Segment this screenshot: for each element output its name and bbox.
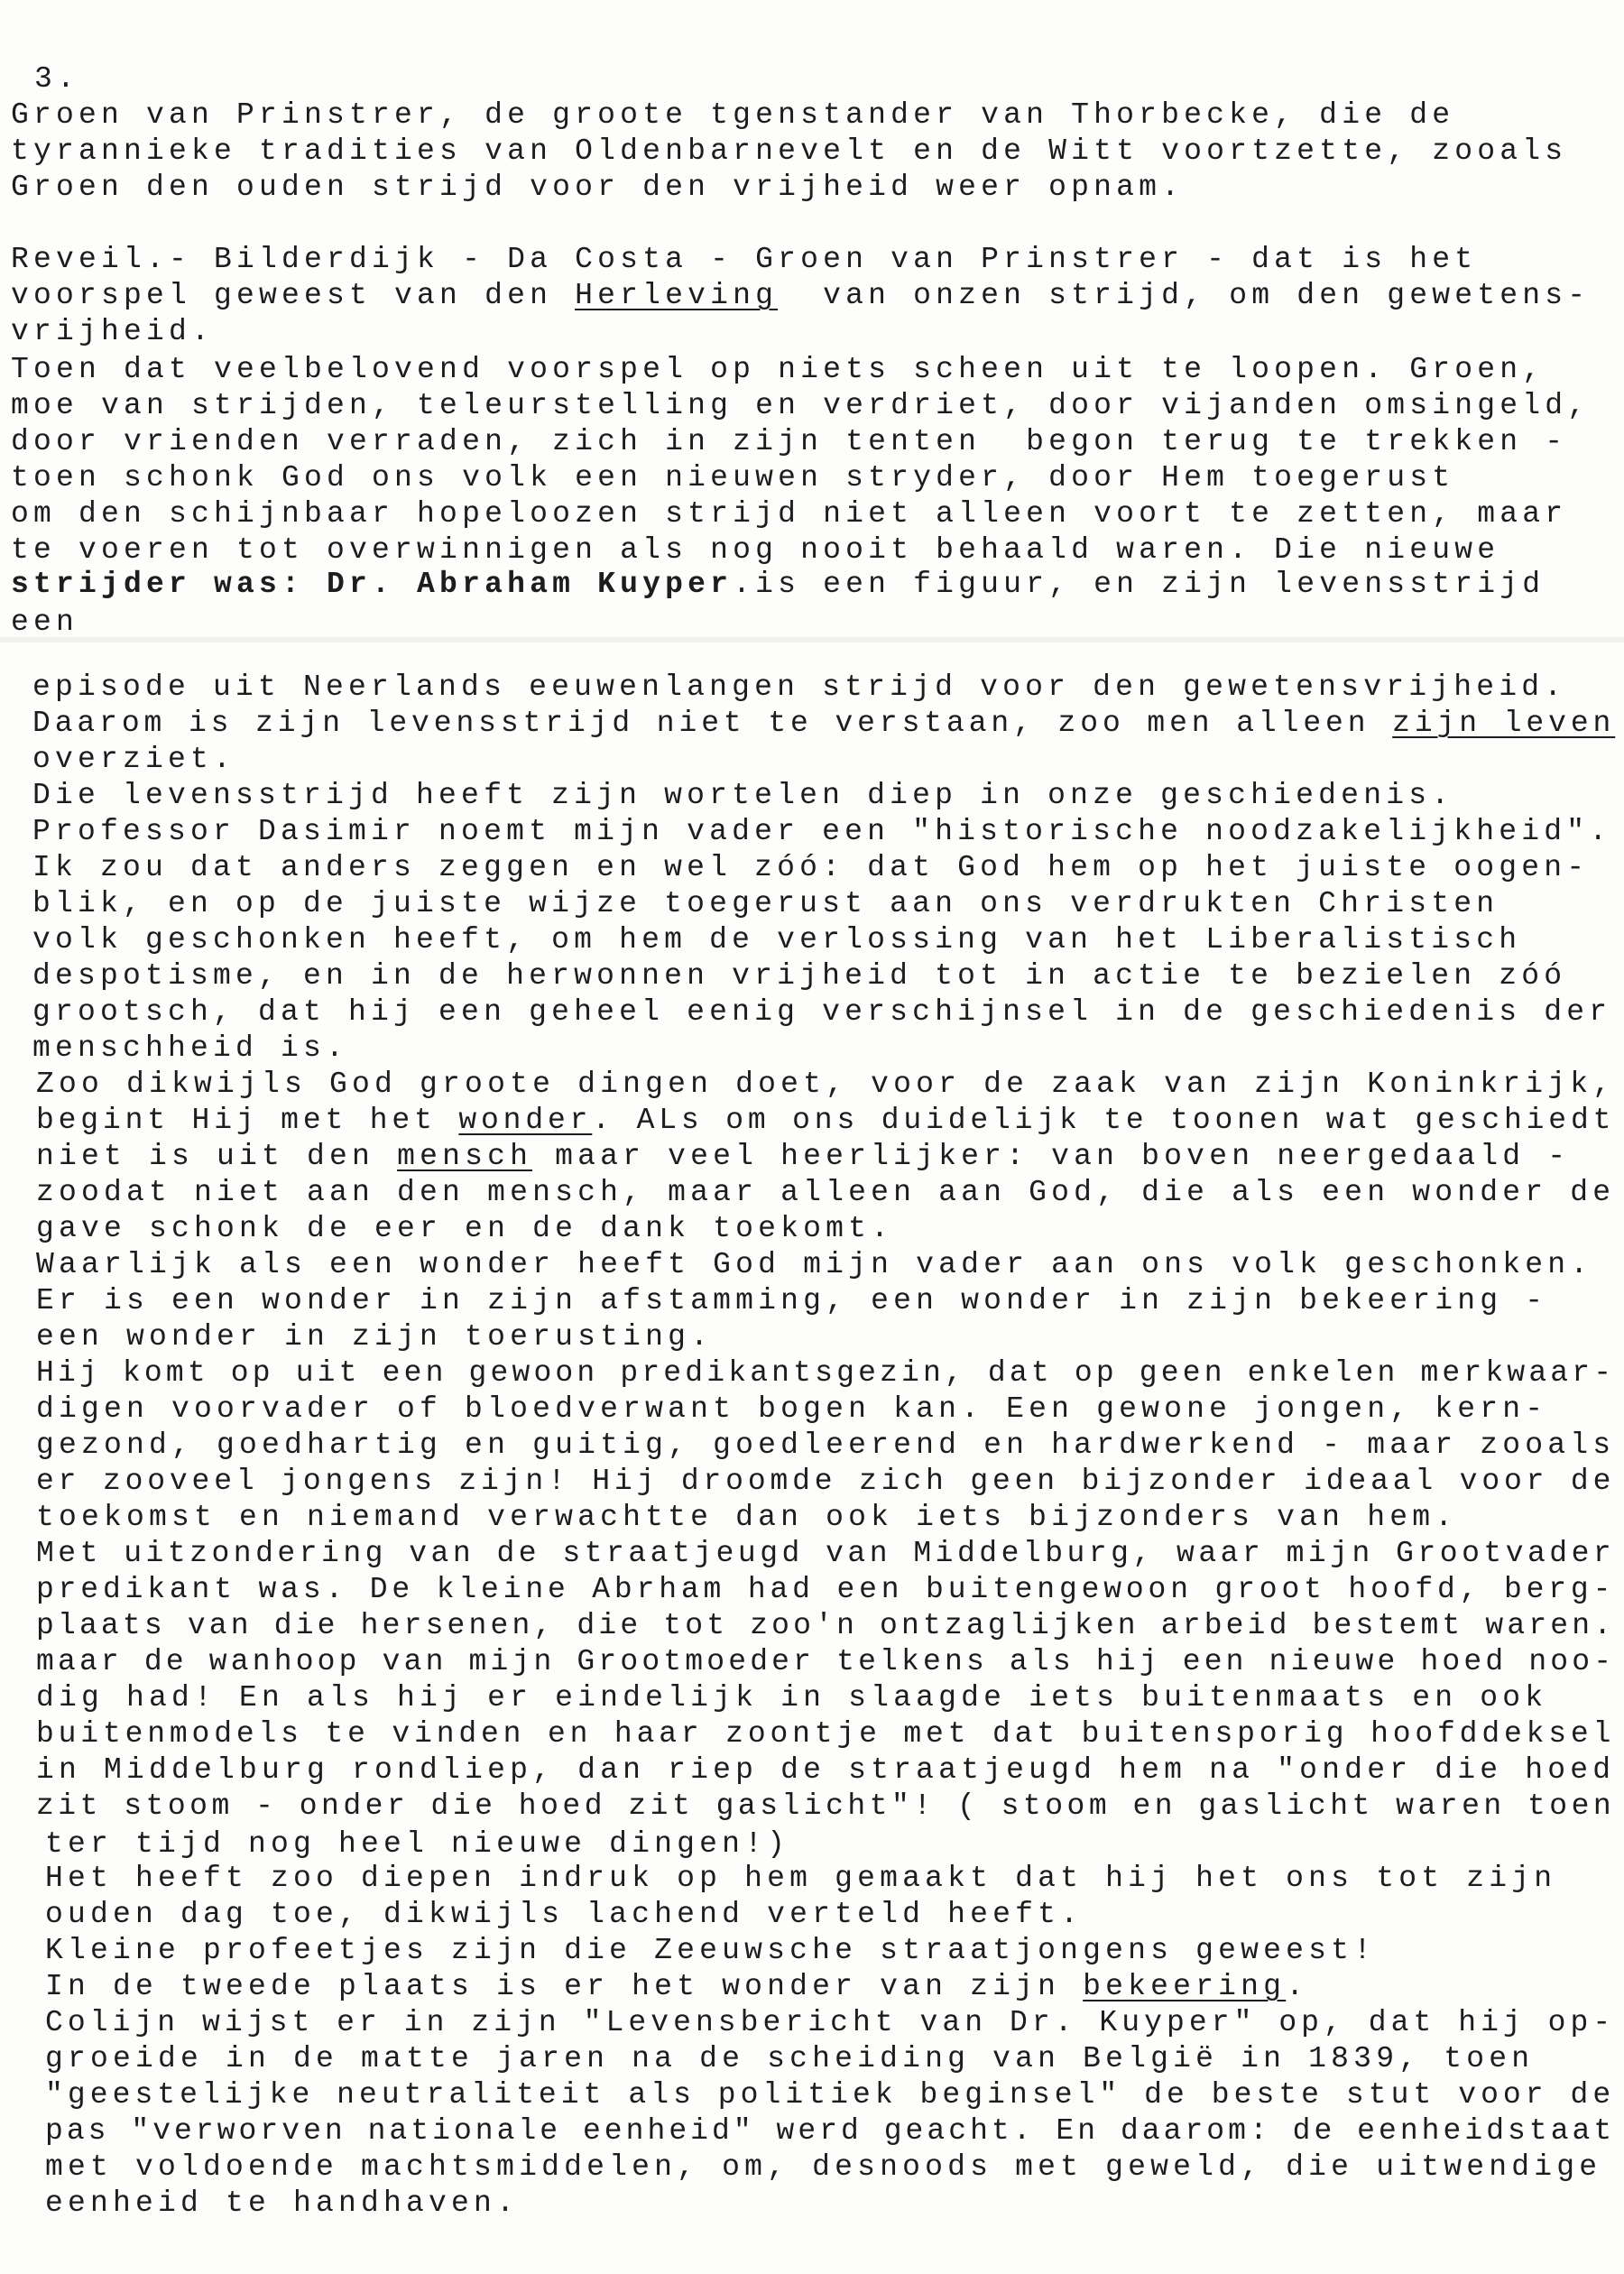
text-line: blik, en op de juiste wijze toegerust aan ons verdrukten Christen [32,887,1499,920]
text-line: gave schonk de eer en de dank toekomt. [36,1212,894,1245]
text-line: overziet. [32,743,236,776]
text-line: ter tijd nog heel nieuwe dingen!) [45,1827,790,1861]
text-line: toekomst en niemand verwachtte dan ook iets bijzonders van hem. [36,1501,1458,1534]
text-line: Kleine profeetjes zijn die Zeeuwsche straatjongens geweest! [45,1934,1377,1967]
text-line: Hij komt op uit een gewoon predikantsgezin, dat op geen enkelen merkwaar- [36,1356,1616,1390]
text-line: predikant was. De kleine Abrham had een buitengewoon groot hoofd, berg- [36,1573,1616,1606]
name-overtyped: strijder was: Dr. Abraham Kuyper [11,568,734,601]
text-line: Die levensstrijd heeft zijn wortelen diep in onze geschiedenis. [32,779,1454,812]
text-line: niet is uit den mensch maar veel heerlijker: van boven neergedaald - [36,1140,1571,1173]
text-line: Waarlijk als een wonder heeft God mijn vader aan ons volk geschonken. [36,1248,1593,1281]
underlined-word: bekeering [1083,1970,1287,2003]
page-number: 3. [34,62,80,96]
text-line: voorspel geweest van den Herleving van onzen strijd, om den gewetens- [11,279,1591,312]
text-line: tyrannieke tradities van Oldenbarnevelt en de Witt voortzette, zooals [11,134,1568,168]
text-line: met voldoende machtsmiddelen, om, desnoods met geweld, die uitwendige [45,2150,1602,2184]
text-line: eenheid te handhaven. [45,2186,520,2220]
text-line: zoodat niet aan den mensch, maar alleen aan God, die als een wonder de [36,1176,1616,1209]
text-line: Reveil.- Bilderdijk - Da Costa - Groen van Prinstrer - dat is het [11,243,1478,276]
text-line: Daarom is zijn levensstrijd niet te verstaan, zoo men alleen zijn leven [32,707,1616,740]
text-line: buitenmodels te vinden en haar zoontje met dat buitensporig hoofddeksel [36,1717,1616,1751]
text-line: volk geschonken heeft, om hem de verlossing van het Liberalistisch [32,923,1522,957]
text-line: Groen van Prinstrer, de groote tgenstander van Thorbecke, die de [11,98,1455,132]
text-line: moe van strijden, teleurstelling en verdriet, door vijanden omsingeld, [11,389,1591,422]
text-line: Zoo dikwijls God groote dingen doet, voor de zaak van zijn Koninkrijk, [36,1068,1616,1101]
text-line: "geestelijke neutraliteit als politiek beginsel" de beste stut voor de [45,2078,1616,2112]
text-line: digen voorvader of bloedverwant bogen kan. Een gewone jongen, kern- [36,1392,1548,1426]
page-fold-line [0,637,1624,642]
underlined-word: mensch [397,1140,533,1173]
text-line: In de tweede plaats is er het wonder van zijn bekeering. [45,1970,1309,2003]
underlined-word: Herleving [575,279,779,312]
text-line: ouden dag toe, dikwijls lachend verteld heeft. [45,1898,1084,1931]
text-line: menschheid is. [32,1031,349,1065]
text-line: gezond, goedhartig en guitig, goedleerend en hardwerkend - maar zooals [36,1428,1616,1462]
text-line: Er is een wonder in zijn afstamming, een wonder in zijn bekeering - [36,1284,1548,1317]
text-line: maar de wanhoop van mijn Grootmoeder telkens als hij een nieuwe hoed noo- [36,1645,1616,1678]
text-line: despotisme, en in de herwonnen vrijheid tot in actie te bezielen zóó [32,959,1567,993]
text-line: groeide in de matte jaren na de scheiding van België in 1839, toen [45,2042,1535,2075]
text-line: plaats van die hersenen, die tot zoo'n ontzaglijken arbeid bestemt waren. [36,1609,1616,1642]
text-line: in Middelburg rondliep, dan riep de straatjeugd hem na "onder die hoed [36,1753,1616,1787]
text-line: episode uit Neerlands eeuwenlangen strijd voor den gewetensvrijheid. [32,670,1567,704]
text-line: zit stoom - onder die hoed zit gaslicht"! ( stoom en gaslicht waren toen [36,1789,1616,1823]
text-line: Met uitzondering van de straatjeugd van Middelburg, waar mijn Grootvader [36,1537,1616,1570]
text-line: te voeren tot overwinnigen als nog nooit behaald waren. Die nieuwe [11,533,1500,567]
text-line: er zooveel jongens zijn! Hij droomde zich geen bijzonder ideaal voor de [36,1465,1616,1498]
text-line: Colijn wijst er in zijn "Levensbericht van Dr. Kuyper" op, dat hij op- [45,2006,1616,2039]
text-line: Toen dat veelbelovend voorspel op niets scheen uit te loopen. Groen, [11,353,1546,386]
text-line: Groen den ouden strijd voor den vrijheid weer opnam. [11,171,1185,204]
text-line: om den schijnbaar hopeloozen strijd niet alleen voort te zetten, maar [11,497,1568,531]
text-line: dig had! En als hij er eindelijk in slaagde iets buitenmaats en ook [36,1681,1548,1715]
text-line: door vrienden verraden, zich in zijn tenten begon terug te trekken - [11,425,1568,458]
text-line: Het heeft zoo diepen indruk op hem gemaakt dat hij het ons tot zijn [45,1862,1557,1895]
text-line: grootsch, dat hij een geheel eenig verschijnsel in de geschiedenis der [32,995,1612,1029]
text-line: Professor Dasimir noemt mijn vader een "historische noodzakelijkheid". [32,815,1612,848]
text-line: vrijheid. [11,315,215,348]
underlined-phrase: zijn leven [1392,707,1616,740]
text-line: strijder was: Dr. Abraham Kuyper.is een figuur, en zijn levensstrijd [11,568,1546,601]
text-line: pas "verworven nationale eenheid" werd geacht. En daarom: de eenheidstaat [45,2114,1616,2148]
text-line: een [11,605,79,639]
text-line: toen schonk God ons volk een nieuwen stryder, door Hem toegerust [11,461,1455,495]
text-line: Ik zou dat anders zeggen en wel zóó: dat God hem op het juiste oogen- [32,851,1590,884]
text-line: een wonder in zijn toerusting. [36,1320,714,1354]
text-line: begint Hij met het wonder. ALs om ons duidelijk te toonen wat geschiedt [36,1104,1616,1137]
underlined-word: wonder [458,1104,593,1137]
